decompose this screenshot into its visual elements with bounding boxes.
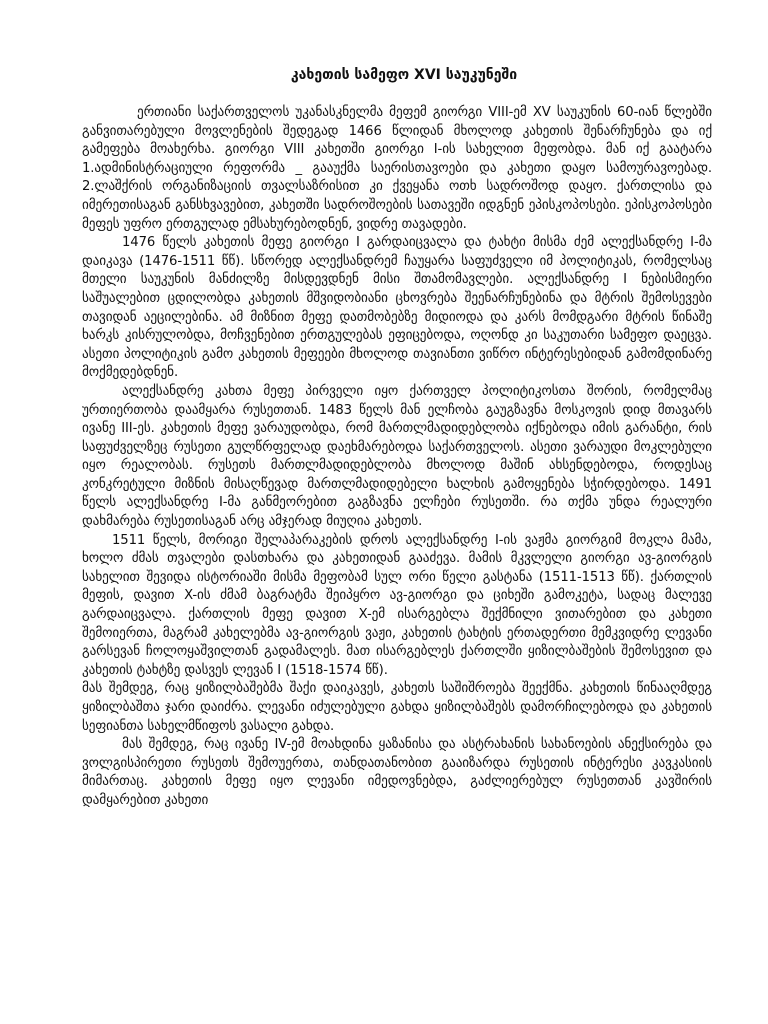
paragraph-5: მას შემდეგ, რაც ყიზილბაშებმა შაქი დაიკავეს, კახეთს საშიშროება შეექმნა. კახეთის წინააღმდეგ ყიზილბაშთა ჯარი დაიძრა. ლევანი იძულებული გახდა ყიზილბაშებს დამორჩილებოდა და კახეთის სეფიანთა სახელმწიფოს ვასალი გახდა. xyxy=(82,681,712,734)
paragraph-1: ერთიანი საქართველოს უკანასკნელმა მეფემ გიორგი VIII-ემ XV საუკუნის 60-იან წლებში განვითარებული მოვლენების შედეგად 1466 წლიდან მხოლოდ კახეთის შენარჩუნება და იქ გამეფება მოახერხა. გიორგი VIII კახეთში გიორგი I-ის სახელით მეფობდა. მან იქ გაატარა 1.ადმინისტრაციული რეფორმა _ გააუქმა საერისთავოები და კახეთი დაყო სამოურავოებად. 2.ლაშქრის ორგანიზაციის თვალსაზრისით კი ქვეყანა ოთხ სადროშოდ დაყო. ქართლისა და იმერეთისაგან განსხვავებით, კახეთში სადროშოების სათავეში იდგნენ ეპისკოპოსები. ეპისკოპოსები მეფეს უფრო ერთგულად ემსახურებოდნენ, ვიდრე თავადები. xyxy=(82,105,712,232)
paragraph-6: მას შემდეგ, რაც ივანე IV-ემ მოახდინა ყაზანისა და ასტრახანის სახანოების ანექსირება და ვოლგისპირეთი რუსეთს შემოუერთა, თანდათანობით გააიზარდა რუსეთის ინტერესი კავკასიის მიმართაც. კახეთის მეფე იყო ლევანი იმედოვნებდა, გაძლიერებულ რუსეთთან კავშირის დამყარებით კახეთი xyxy=(82,737,712,808)
document-title: კახეთის სამეფო XVI საუკუნეში xyxy=(290,67,518,83)
paragraph-2: 1476 წელს კახეთის მეფე გიორგი I გარდაიცვალა და ტახტი მისმა ძემ ალექსანდრე I-მა დაიკავა (1476-1511 წწ). სწორედ ალექსანდრემ ჩაუყარა საფუძველი იმ პოლიტიკას, რომელსაც მთელი საუკუნის მანძილზე მისდევდნენ მისი შთამომავლები. ალექსანდრე I ნებისმიერი საშუალებით ცდილობდა კახეთის მშვიდობიანი ცხოვრება შეენარჩუნებინა და მტრის შემოსევები თავიდან აეცილებინა. ამ მიზნით მეფე დათმობებზე მიდიოდა და კარს მომდგარი მტრის წინაშე ხარკს კისრულობდა, მოჩვენებით ერთგულებას ეფიცებოდა, ოღონდ კი საკუთარი სამეფო დაეცვა. ასეთი პოლიტიკის გამო კახეთის მეფეები მხოლოდ თავიანთი ვიწრო ინტერესებიდან გამომდინარე მოქმედებდნენ. xyxy=(82,235,712,381)
paragraph-4: 1511 წელს, მორიგი შელაპარაკების დროს ალექსანდრე I-ის ვაჟმა გიორგიმ მოკლა მამა, ხოლო ძმას თვალები დასთხარა და კახეთიდან გააძევა. მამის მკვლელი გიორგი ავ-გიორგის სახელით შევიდა ისტორიაში მისმა მეფობამ სულ ორი წელი გასტანა (1511-1513 წწ). ქართლის მეფის, დავით X-ის ძმამ ბაგრატმა შეიპყრო ავ-გიორგი და ციხეში გამოკეტა, სადაც მალევე გარდაიცვალა. ქართლის მეფე დავით X-ემ ისარგებლა შექმნილი ვითარებით და კახეთი შემოიერთა, მაგრამ კახელებმა ავ-გიორგის ვაჟი, კახეთის ტახტის ერთადერთი მემკვიდრე ლევანი გარსევან ჩოლოყაშვილთან გადამალეს. მათ ისარგებლეს ქართლში ყიზილბაშების შემოსევით და კახეთის ტახტზე დასვეს ლევან I (1518-1574 წწ). xyxy=(82,532,712,678)
paragraph-3: ალექსანდრე კახთა მეფე პირველი იყო ქართველ პოლიტიკოსთა შორის, რომელმაც ურთიერთობა დაამყარა რუსეთთან. 1483 წელს მან ელჩობა გაუგზავნა მოსკოვის დიდ მთავარს ივანე III-ეს. კახეთის მეფე ვარაუდობდა, რომ მართლმადიდებლობა იქნებოდა იმის გარანტი, რის საფუძველზეც რუსეთი გულწრფელად დაეხმარებოდა საქართველოს. ასეთი ვარაუდი მოკლებული იყო რეალობას. რუსეთს მართლმადიდებლობა მხოლოდ მაშინ ახსენდებოდა, როდესაც კონკრეტული მიზნის მისაღწევად მართლმადიდებელი ხალხის გამოყენება სჭირდებოდა. 1491 წელს ალექსანდრე I-მა განმეორებით გაგზავნა ელჩები რუსეთში. რა თქმა უნდა რეალური დახმარება რუსეთისაგან არც ამჯერად მიუღია კახეთს. xyxy=(82,383,712,530)
